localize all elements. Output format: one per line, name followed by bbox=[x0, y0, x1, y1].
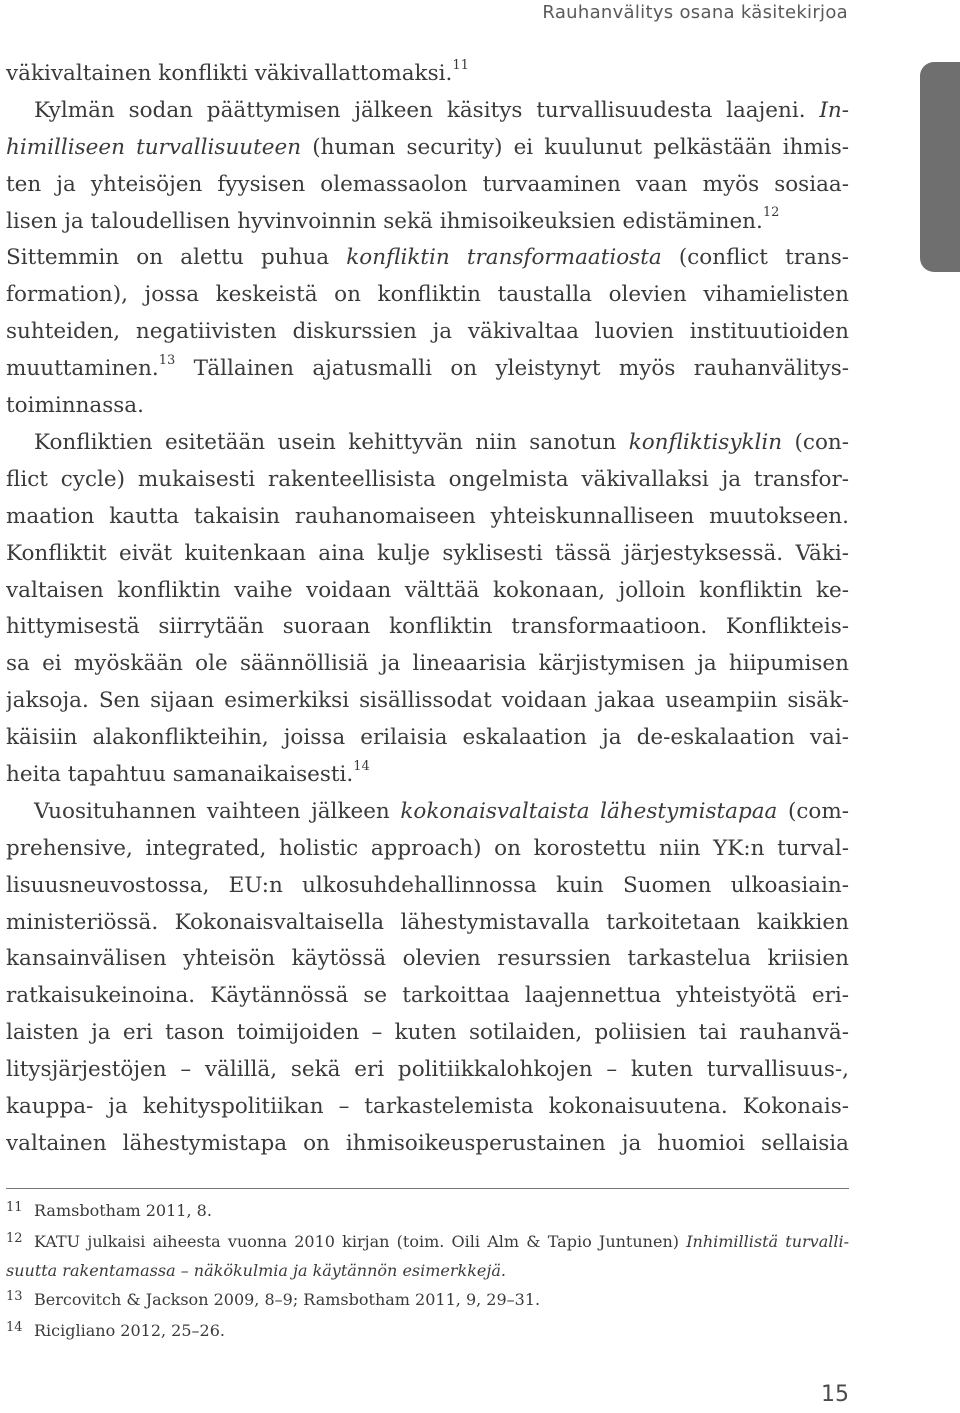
text-line: litysjärjestöjen – välillä, sekä eri politiikkalohkojen – kuten turvallisuus-, bbox=[6, 1057, 849, 1083]
text-line: heita tapahtuu samanaikaisesti.$^{14}$ bbox=[6, 758, 370, 787]
text-line: Vuosituhannen vaihteen jälkeen kokonaisvaltaista lähestymistapaa (com- bbox=[34, 798, 849, 824]
running-header: Rauhanvälitys osana käsitekirjoa bbox=[542, 2, 848, 23]
text-line: lisuusneuvostossa, EU:n ulkosuhdehallinnossa kuin Suomen ulkoasiain- bbox=[6, 872, 849, 898]
footnote-number: 12 bbox=[6, 1231, 23, 1246]
text-line: formation), jossa keskeistä on konfliktin taustalla olevien vihamielisten bbox=[6, 282, 849, 308]
text-line: Sittemmin on alettu puhua konfliktin transformaatiosta (conflict trans- bbox=[6, 245, 849, 271]
text-line: jaksoja. Sen sijaan esimerkiksi sisällissodat voidaan jakaa useampiin sisäk- bbox=[6, 688, 849, 714]
footnote-number: 11 bbox=[6, 1200, 23, 1215]
text-line: flict cycle) mukaisesti rakenteellisista ongelmista väkivallaksi ja transfor- bbox=[6, 466, 849, 492]
text-line: Konfliktit eivät kuitenkaan aina kulje syklisesti tässä järjestyksessä. Väki- bbox=[6, 540, 849, 566]
text-line: kansainvälisen yhteisön käytössä olevien resurssien tarkastelua kriisien bbox=[6, 946, 849, 972]
footnote-13: 13 Bercovitch & Jackson 2009, 8–9; Ramsbotham 2011, 9, 29–31. bbox=[6, 1285, 849, 1316]
footnote-number: 14 bbox=[6, 1320, 23, 1335]
footnote-12: 12 KATU julkaisi aiheesta vuonna 2010 kirjan (toim. Oili Alm & Tapio Juntunen) Inhimillistä turvalli- bbox=[6, 1227, 849, 1256]
text-line: prehensive, integrated, holistic approach) on korostettu niin YK:n turval- bbox=[6, 835, 849, 861]
text-line: ten ja yhteisöjen fyysisen olemassaolon turvaaminen vaan myös sosiaa- bbox=[6, 171, 849, 197]
text-line: himilliseen turvallisuuteen (human security) ei kuulunut pelkästään ihmis- bbox=[6, 134, 849, 160]
text-line: Kylmän sodan päättymisen jälkeen käsitys turvallisuudesta laajeni. In- bbox=[34, 97, 849, 123]
body-text bbox=[6, 56, 849, 1163]
footnote-11: 11 Ramsbotham 2011, 8. bbox=[6, 1196, 849, 1227]
text-line: Konfliktien esitetään usein kehittyvän niin sanotun konfliktisyklin (con- bbox=[34, 429, 849, 455]
text-line: käisiin alakonflikteihin, joissa erilaisia eskalaation ja de-eskalaation vai- bbox=[6, 725, 849, 751]
text-line: sa ei myöskään ole säännöllisiä ja lineaarisia kärjistymisen ja hiipumisen bbox=[6, 651, 849, 677]
footnote-ref: 14 bbox=[353, 758, 370, 774]
text-line: laisten ja eri tason toimijoiden – kuten sotilaiden, poliisien tai rauhanvä- bbox=[6, 1020, 849, 1046]
footnote-number: 13 bbox=[6, 1289, 23, 1304]
text-line: valtainen lähestymistapa on ihmisoikeusperustainen ja huomioi sellaisia bbox=[6, 1130, 849, 1156]
footnote-divider bbox=[6, 1188, 849, 1189]
footnote-ref: 12 bbox=[762, 205, 780, 221]
footnote-ref: 11 bbox=[452, 57, 469, 73]
text-line: suhteiden, negatiivisten diskurssien ja väkivaltaa luovien instituutioiden bbox=[6, 319, 849, 345]
text-line: väkivaltainen konflikti väkivallattomaksi.$^{11}$ bbox=[6, 57, 469, 86]
text-line: ratkaisukeinoina. Käytännössä se tarkoittaa laajennettua yhteistyötä eri- bbox=[6, 983, 849, 1009]
text-line: lisen ja taloudellisen hyvinvoinnin sekä ihmisoikeuksien edistäminen.$^{12}$ bbox=[6, 205, 780, 234]
text-line: maation kautta takaisin rauhanomaiseen yhteiskunnalliseen muutokseen. bbox=[6, 503, 849, 529]
footnote-12-continued: suutta rakentamassa – näkökulmia ja käytännön esimerkkejä. bbox=[6, 1261, 506, 1280]
footnotes bbox=[6, 1196, 849, 1347]
chapter-thumb-tab bbox=[920, 62, 960, 272]
footnote-ref: 13 bbox=[158, 353, 176, 368]
text-line: muuttaminen.$^{13}$ Tällainen ajatusmalli on yleistynyt myös rauhanvälitys- bbox=[6, 353, 849, 382]
text-line: kauppa- ja kehityspolitiikan – tarkastelemista kokonaisuutena. Kokonais- bbox=[6, 1094, 849, 1119]
text-line: valtaisen konfliktin vaihe voidaan välttää kokonaan, jolloin konfliktin ke- bbox=[6, 577, 849, 603]
text-line: toiminnassa. bbox=[6, 393, 144, 419]
text-line: hittymisestä siirrytään suoraan konfliktin transformaatioon. Konflikteis- bbox=[6, 614, 849, 640]
footnote-14: 14 Ricigliano 2012, 25–26. bbox=[6, 1316, 849, 1347]
page-number: 15 bbox=[821, 1382, 849, 1407]
text-line: ministeriössä. Kokonaisvaltaisella lähestymistavalla tarkoitetaan kaikkien bbox=[6, 909, 849, 935]
